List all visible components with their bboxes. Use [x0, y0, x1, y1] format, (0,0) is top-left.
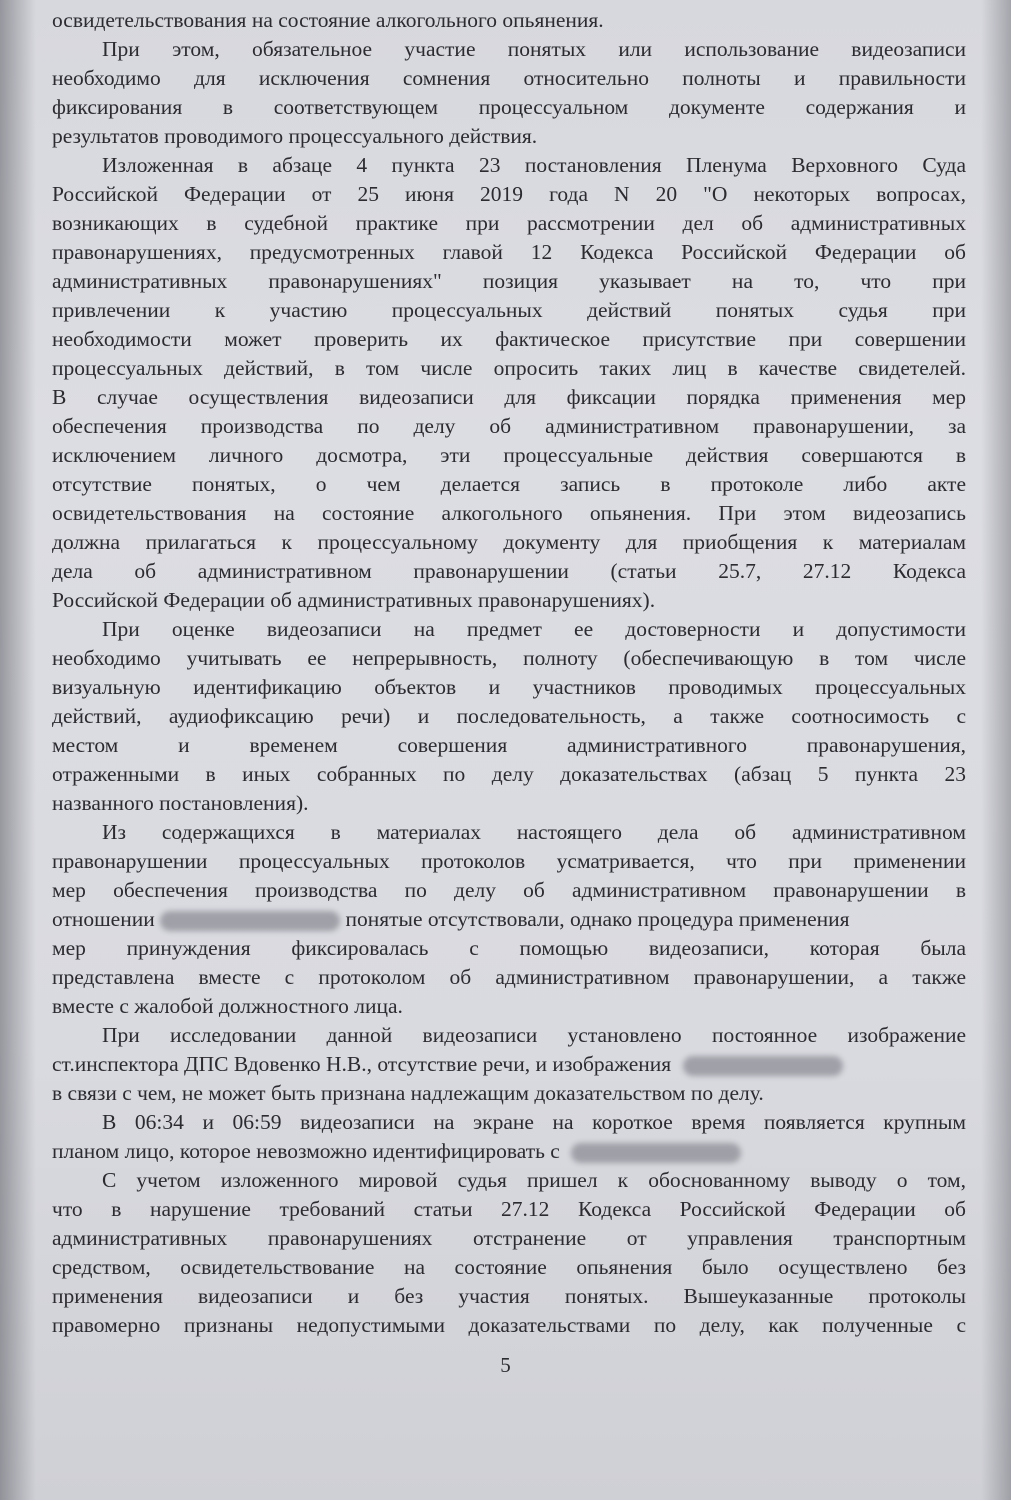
- paragraph-5: [52, 818, 966, 1021]
- text-line: правомерно признаны недопустимыми доказательствами по делу, как полученные с: [52, 1313, 966, 1337]
- text-fragment: ст.инспектора ДПС Вдовенко Н.В., отсутствие речи, и изображения: [52, 1052, 672, 1076]
- text-line: В 06:34 и 06:59 видеозаписи на экране на короткое время появляется крупным: [102, 1110, 966, 1134]
- text-line: При исследовании данной видеозаписи установлено постоянное изображение: [102, 1023, 966, 1047]
- text-line: необходимо учитывать ее непрерывность, полноту (обеспечивающую в том числе: [52, 646, 966, 670]
- text-line: средством, освидетельствование на состояние опьянения было осуществлено без: [52, 1255, 966, 1279]
- text-line-with-redaction: [52, 1050, 966, 1079]
- text-line: отраженными в иных собранных по делу доказательствах (абзац 5 пункта 23: [52, 762, 966, 786]
- text-line: в связи с чем, не может быть признана надлежащим доказательством по делу.: [52, 1081, 764, 1105]
- paragraph-1: [52, 6, 966, 35]
- text-line: освидетельствования на состояние алкогольного опьянения.: [52, 8, 604, 32]
- text-line: С учетом изложенного мировой судья пришел к обоснованному выводу о том,: [102, 1168, 966, 1192]
- redacted-word: отношении: [52, 907, 155, 931]
- redaction-mark: [683, 1056, 843, 1076]
- text-line: действий, аудиофиксацию речи) и последовательность, а также соотносимость с: [52, 704, 966, 728]
- text-line: должна прилагаться к процессуальному документу для приобщения к материалам: [52, 530, 966, 554]
- text-line: В случае осуществления видеозаписи для фиксации порядка применения мер: [52, 385, 966, 409]
- redaction-mark: [571, 1143, 741, 1163]
- text-fragment: понятые отсутствовали, однако процедура применения: [345, 907, 850, 931]
- text-line: правонарушении процессуальных протоколов усматривается, что при применении: [52, 849, 966, 873]
- text-line: дела об административном правонарушении (статьи 25.7, 27.12 Кодекса: [52, 559, 966, 583]
- text-line: необходимо для исключения сомнения относительно полноты и правильности: [52, 66, 966, 90]
- text-line: Изложенная в абзаце 4 пункта 23 постановления Пленума Верховного Суда: [102, 153, 966, 177]
- text-fragment: планом лицо, которое невозможно идентифицировать с: [52, 1139, 560, 1163]
- text-line: административных правонарушениях" позиция указывает на то, что при: [52, 269, 966, 293]
- text-line: При этом, обязательное участие понятых или использование видеозаписи: [102, 37, 966, 61]
- text-line: исключением личного досмотра, эти процессуальные действия совершаются в: [52, 443, 966, 467]
- text-line: процессуальных действий, в том числе опросить таких лиц в качестве свидетелей.: [52, 356, 966, 380]
- text-line-with-redaction: [52, 1137, 966, 1166]
- document-text: [52, 6, 966, 1340]
- text-line: правонарушениях, предусмотренных главой 12 Кодекса Российской Федерации об: [52, 240, 966, 264]
- text-line: возникающих в судебной практике при рассмотрении дел об административных: [52, 211, 966, 235]
- paragraph-3: [52, 151, 966, 615]
- page-number: 5: [500, 1353, 511, 1377]
- text-line: визуальную идентификацию объектов и участников проводимых процессуальных: [52, 675, 966, 699]
- text-line: названного постановления).: [52, 791, 309, 815]
- paragraph-2: [52, 35, 966, 151]
- text-line: необходимости может проверить их фактическое присутствие при совершении: [52, 327, 966, 351]
- paragraph-4: [52, 615, 966, 818]
- text-line: мер обеспечения производства по делу об административном правонарушении в: [52, 878, 966, 902]
- text-line: обеспечения производства по делу об административном правонарушении, за: [52, 414, 966, 438]
- paragraph-8: [52, 1166, 966, 1340]
- text-line: отсутствие понятых, о чем делается запись в протоколе либо акте: [52, 472, 966, 496]
- redaction-mark: [160, 911, 340, 931]
- text-line: Российской Федерации от 25 июня 2019 года N 20 "О некоторых вопросах,: [52, 182, 966, 206]
- text-line: освидетельствования на состояние алкогольного опьянения. При этом видеозапись: [52, 501, 966, 525]
- text-line: применения видеозаписи и без участия понятых. Вышеуказанные протоколы: [52, 1284, 966, 1308]
- text-line: Из содержащихся в материалах настоящего дела об административном: [102, 820, 966, 844]
- text-line: административных правонарушениях отстранение от управления транспортным: [52, 1226, 966, 1250]
- text-line: вместе с жалобой должностного лица.: [52, 994, 403, 1018]
- text-line: Российской Федерации об административных правонарушениях).: [52, 588, 656, 612]
- text-line: что в нарушение требований статьи 27.12 Кодекса Российской Федерации об: [52, 1197, 966, 1221]
- text-line: фиксирования в соответствующем процессуальном документе содержания и: [52, 95, 966, 119]
- text-line: мер принуждения фиксировалась с помощью видеозаписи, которая была: [52, 936, 966, 960]
- text-line: представлена вместе с протоколом об административном правонарушении, а также: [52, 965, 966, 989]
- text-line: местом и временем совершения административного правонарушения,: [52, 733, 966, 757]
- text-line: привлечении к участию процессуальных действий понятых судья при: [52, 298, 966, 322]
- text-line: результатов проводимого процессуального действия.: [52, 124, 538, 148]
- text-line: При оценке видеозаписи на предмет ее достоверности и допустимости: [102, 617, 966, 641]
- paragraph-6: [52, 1021, 966, 1108]
- paragraph-7: [52, 1108, 966, 1166]
- text-line-with-redaction: [52, 905, 966, 934]
